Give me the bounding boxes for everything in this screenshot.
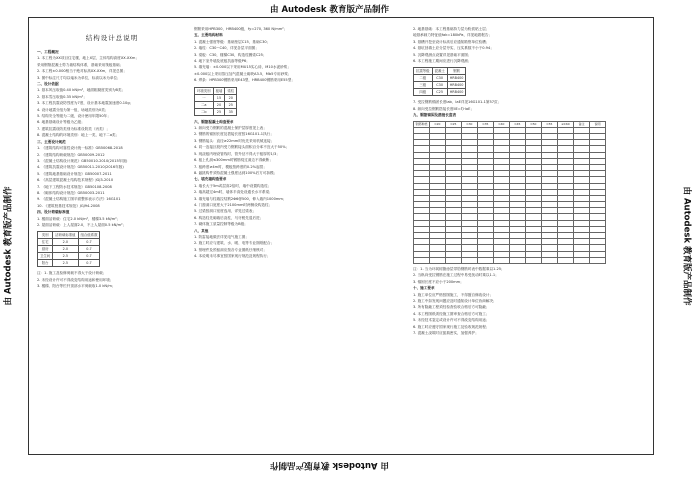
note-line: 5. 填充墙：±0.000以下采用MU15实心砖，M10水泥砂浆； bbox=[194, 65, 291, 70]
note-line: 2. 墙柱：C30~C40，详见各层平面图； bbox=[194, 46, 259, 51]
table-row bbox=[38, 246, 100, 253]
table-cell: 0.7 bbox=[78, 260, 100, 267]
grid-header-cell: C35 bbox=[478, 121, 494, 127]
note-line: 5. 结构安全等级为二级，设计使用年限50年； bbox=[37, 114, 111, 119]
table-row bbox=[38, 239, 100, 246]
table-cell: 四级 bbox=[414, 89, 433, 96]
section-heading: 二、设计依据 bbox=[37, 82, 59, 87]
note-line: 2. 地基基础：本工程基础持力层为粉质粘土层； bbox=[413, 27, 490, 31]
grid-cell bbox=[542, 257, 558, 263]
section-heading: 六、钢筋混凝土构造要求 bbox=[194, 119, 234, 124]
column-general-notes bbox=[37, 26, 187, 290]
note-line: 3. 基槽开挖至设计标高后应通知勘察单位验槽； bbox=[413, 39, 490, 44]
table-cell: 0.7 bbox=[78, 253, 100, 260]
table-cell: HRB400 bbox=[447, 89, 466, 96]
table-header-cell: 混凝土 bbox=[432, 68, 447, 75]
note-line: 8. 混凝土结构的环境类别：地上一类，地下二a类； bbox=[37, 133, 120, 138]
table-cell: 20 bbox=[225, 94, 237, 101]
table-row bbox=[195, 94, 237, 101]
column-materials bbox=[194, 26, 406, 260]
note-line: 7. 受拉钢筋锚固长度lab、laE详见16G101-1第57页； bbox=[413, 100, 502, 105]
table-row bbox=[38, 253, 100, 260]
table-cell: 35 bbox=[225, 108, 237, 115]
note-line: 2. 基本雪压取值0.35 kN/m²； bbox=[37, 94, 87, 99]
table-cell: 25 bbox=[213, 108, 225, 115]
watermark-left: 由 Autodesk 教育版产品制作 bbox=[3, 186, 14, 306]
section-heading: 五、主要结构材料 bbox=[194, 33, 223, 38]
note-line: 6. 板上孔洞≤300mm时钢筋绕过洞边不得截断； bbox=[194, 158, 273, 163]
drawing-sheet bbox=[28, 17, 654, 455]
note-line: 3. 梁板：C30，楼梯C30，构造柱圈梁C25； bbox=[194, 52, 267, 57]
table-cell: 一 bbox=[195, 94, 214, 101]
seismic-grade-table bbox=[413, 67, 466, 96]
note-line: 4. 门窗洞口宽度大于2100mm时两侧设构造柱； bbox=[194, 202, 273, 207]
grid-header-cell: 备注 bbox=[574, 121, 590, 127]
note-line: 3. 所有隐蔽工程须经检查验收合格后方可隐蔽； bbox=[413, 305, 490, 310]
grid-cell bbox=[558, 257, 574, 263]
note-line: 1. 本工程为XX项目住宅楼，地上X层，主体结构高度XX.XXm； bbox=[37, 56, 139, 61]
note-line: 2. 施工中如发现问题应及时通知设计单位协商解决； bbox=[413, 299, 497, 304]
note-line: 8. 纵向受拉钢筋搭接长度llE=ζl·laE； bbox=[413, 106, 474, 111]
note-line: 1. 纵向受力钢筋的混凝土保护层厚度见上表； bbox=[194, 126, 267, 131]
note-line: 4. 本说明未尽事宜按国家现行规范及规程执行； bbox=[194, 254, 271, 259]
grid-cell bbox=[430, 257, 446, 263]
note-line: 7. 混凝土浇筑时应振捣密实，加强养护； bbox=[413, 331, 479, 336]
table-header-cell: 梁柱 bbox=[225, 87, 237, 94]
table-cell: 0.7 bbox=[78, 246, 100, 253]
section-heading: 四、设计荷载标准值 bbox=[37, 210, 70, 215]
grid-cell bbox=[590, 257, 606, 263]
note-line: 3. 填充墙与柱墙拉结筋2Φ6@500，伸入墙内1000mm； bbox=[194, 196, 287, 201]
note-line: 1. 墙长大于5m或层高2倍时，墙中设置构造柱； bbox=[194, 183, 272, 188]
grid-header-cell: C45 bbox=[510, 121, 526, 127]
note-line: ±0.000以上采用蒸压加气混凝土砌块A3.5，Mb5专用砂浆； bbox=[194, 71, 292, 76]
note-line: 6. 构造柱先砌墙后浇柱，马牙槎先退后进； bbox=[194, 215, 264, 220]
note-line: 3. 楼梯、阳台等栏杆顶部水平荷载取1.0 kN/m； bbox=[37, 284, 116, 289]
section-heading: 七、填充墙构造要求 bbox=[194, 177, 227, 182]
watermark-bottom: 由 Autodesk 教育版产品制作 bbox=[270, 460, 390, 470]
note-line: 6. 《高层建筑混凝土结构技术规程》JGJ3-2010 bbox=[37, 178, 114, 183]
table-cell: 三级 bbox=[414, 82, 433, 89]
note-line: 1. 楼面活荷载：住宅2.0 kN/m²，楼梯3.5 kN/m²； bbox=[37, 216, 121, 221]
grid-header-cell: C40 bbox=[494, 121, 510, 127]
section-heading: 一、工程概况 bbox=[37, 50, 59, 54]
note-line: 注：1. 施工及检修荷载不得大于设计荷载； bbox=[37, 271, 107, 276]
note-line: 2. 未经设计许可不得改变结构用途和使用环境； bbox=[37, 277, 114, 282]
page-title: 结构设计总说明 bbox=[85, 34, 139, 42]
note-line: 10. 《建筑桩基技术规范》JGJ94-2008 bbox=[37, 203, 100, 208]
note-line: 2. 屋面活荷载：上人屋面2.0，不上人屋面0.5 kN/m²； bbox=[37, 222, 127, 227]
grid-header-cell: 说明 bbox=[590, 121, 606, 127]
note-line: 5. 沉降观测点设置详见基础平面图； bbox=[413, 52, 472, 57]
note-line: 3. 本工程抗震设防烈度为7度，设计基本地震加速度0.10g； bbox=[37, 101, 134, 106]
table-cell: C30 bbox=[432, 75, 447, 82]
note-line: 6. 地基基础设计等级为乙级； bbox=[37, 120, 85, 125]
grid-cell bbox=[494, 257, 510, 263]
note-line: 9. 《混凝土结构施工图平面整体表示方法》16G101 bbox=[37, 197, 121, 202]
live-load-table bbox=[37, 231, 100, 267]
note-line: 5. 《建筑地基基础设计规范》GB50007-2011 bbox=[37, 171, 112, 176]
note-line: 8. 悬挑构件须待混凝土强度达到100%后方可拆模； bbox=[194, 170, 278, 175]
grid-header-cell: ≥C60 bbox=[558, 121, 574, 127]
table-cell: 阳台 bbox=[38, 260, 53, 267]
table-cell: C25 bbox=[432, 89, 447, 96]
note-line: 8. 《砌体结构设计规范》GB50003-2011 bbox=[37, 190, 105, 195]
table-row bbox=[414, 75, 466, 82]
note-line: 2. 本工程±0.000相当于绝对标高XX.XXm，详见总图； bbox=[37, 69, 127, 74]
table-row bbox=[38, 260, 100, 267]
table-header-cell: 活荷载标准值 bbox=[53, 232, 78, 239]
cover-thickness-table bbox=[194, 87, 237, 116]
grid-header-cell: C50 bbox=[526, 121, 542, 127]
note-line: 1. 《建筑结构可靠性设计统一标准》GB50068-2018 bbox=[37, 146, 123, 151]
watermark-right: 由 Autodesk 教育版产品制作 bbox=[681, 186, 692, 306]
note-line: 1. 施工单位应严格按图施工，不得擅自修改设计； bbox=[413, 292, 494, 297]
grid-cell bbox=[462, 257, 478, 263]
table-header-row bbox=[38, 232, 100, 239]
table-cell: HRB400 bbox=[447, 82, 466, 89]
anchorage-length-grid bbox=[413, 121, 606, 264]
table-cell: C30 bbox=[432, 82, 447, 89]
table-header-row bbox=[195, 87, 237, 94]
grid-cell bbox=[414, 257, 430, 263]
table-cell: 2.5 bbox=[53, 260, 78, 267]
note-line: 1. 防雷接地做法详见电气施工图； bbox=[194, 234, 249, 239]
table-header-row bbox=[414, 68, 466, 75]
note-line: 7. 《地下工程防水技术规范》GB50108-2008 bbox=[37, 184, 112, 189]
note-line: 5. 未经技术鉴定或设计许可不得改变结构用途； bbox=[413, 318, 490, 323]
note-line: 4. 地下室外墙及底板抗渗等级P6； bbox=[194, 59, 250, 64]
note-line: 2. 墙高超过4m时，墙体半高处设通长水平系梁； bbox=[194, 190, 273, 195]
note-line: 4. 设计地震分组为第一组，场地类别为II类； bbox=[37, 107, 109, 112]
note-line: 6. 本工程施工期间应进行沉降观测； bbox=[413, 59, 472, 64]
table-cell: 厨房 bbox=[38, 246, 53, 253]
note-line: 1. 混凝土强度等级：基础垫层C15，基础C30； bbox=[194, 39, 271, 44]
grid-header-cell: C20 bbox=[430, 121, 446, 127]
grid-header-cell: 钢筋种类 bbox=[415, 121, 428, 126]
grid-cell bbox=[526, 257, 542, 263]
note-line: 7. 砌体施工质量控制等级为B级； bbox=[194, 222, 248, 227]
table-cell: 2.0 bbox=[53, 239, 78, 246]
table-row bbox=[195, 108, 237, 115]
table-cell: 二b bbox=[195, 108, 214, 115]
note-line: 3. 图中标注尺寸均以毫米为单位，标高以米为单位； bbox=[37, 75, 121, 80]
table-cell: 2.0 bbox=[53, 246, 78, 253]
table-row bbox=[414, 82, 466, 89]
table-cell: 20 bbox=[213, 101, 225, 108]
note-line: 5. 现浇板内埋设管线时，管外径不得大于板厚的1/3； bbox=[194, 151, 280, 156]
grid-header-cell: C25 bbox=[446, 121, 462, 127]
note-line: 2. 《建筑结构荷载规范》GB50009-2012 bbox=[37, 152, 105, 157]
table-header-cell: 板墙 bbox=[213, 87, 225, 94]
note-line: 3. 《混凝土结构设计规范》GB50010-2010(2015年版) bbox=[37, 158, 128, 163]
grid-header-cell: C30 bbox=[462, 121, 478, 127]
table-header-cell: 抗震等级 bbox=[414, 68, 433, 75]
table-cell: 15 bbox=[213, 94, 225, 101]
watermark-top: 由 Autodesk 教育版产品制作 bbox=[270, 5, 390, 15]
table-cell: 25 bbox=[225, 101, 237, 108]
table-cell: 卫生间 bbox=[38, 253, 53, 260]
table-header-cell: 组合值系数 bbox=[78, 232, 100, 239]
table-row bbox=[414, 89, 466, 96]
section-heading: 十、施工要求 bbox=[413, 286, 435, 291]
table-header-cell: 钢筋 bbox=[447, 68, 466, 75]
note-line: 7. 板跨度≥4m时，模板按跨度的0.2%起拱； bbox=[194, 164, 267, 169]
note-line: 5. 过梁按洞口宽度选用，详见过梁表； bbox=[194, 209, 257, 214]
note-line: 7. 建筑抗震设防类别为标准设防类（丙类）； bbox=[37, 126, 110, 131]
table-cell: 住宅 bbox=[38, 239, 53, 246]
note-line: 3. 锚固长度不应小于200mm； bbox=[413, 279, 464, 284]
grid-row bbox=[414, 257, 606, 263]
table-cell: 2.5 bbox=[53, 253, 78, 260]
section-heading: 三、主要设计规范 bbox=[37, 139, 66, 144]
table-cell: HRB400 bbox=[447, 75, 466, 82]
note-line: 3. 预埋件及预留洞应按各专业图纸仔细核对； bbox=[194, 247, 267, 252]
note-line: 2. 钢筋的锚固长度及搭接长度按16G101-1执行； bbox=[194, 132, 274, 137]
note-line: 6. 焊条：HPB300钢筋采用E43型，HRB400钢筋采用E55型； bbox=[194, 78, 295, 83]
table-cell: 二a bbox=[195, 101, 214, 108]
note-line: 2. 当纵向受拉钢筋在施工过程中易受扰动时乘以1.1； bbox=[413, 273, 499, 278]
note-line: 4. 同一连接区段内受力钢筋接头面积百分率不宜大于50%； bbox=[194, 145, 290, 150]
grid-cell bbox=[446, 257, 462, 263]
note-line: 6. 施工时应遵守国家现行施工及验收规范规程； bbox=[413, 324, 490, 329]
table-cell: 二级 bbox=[414, 75, 433, 82]
note-line: 采用钢筋混凝土剪力墙结构体系，基础采用筏板基础； bbox=[37, 62, 124, 67]
section-heading: 八、其他 bbox=[194, 228, 209, 233]
grid-cell bbox=[478, 257, 494, 263]
grid-cell bbox=[510, 257, 526, 263]
note-line: 钢筋采用HPB300、HRB400级，fy=270, 360 N/mm²； bbox=[194, 27, 288, 31]
note-line: 4. 基坑回填土应分层夯实，压实系数不小于0.94； bbox=[413, 46, 494, 51]
section-heading: 九、钢筋锚固及搭接长度表 bbox=[413, 113, 457, 118]
note-line: 地基承载力特征值fak=180kPa，详见地勘报告； bbox=[413, 33, 493, 38]
note-line: 1. 基本风压取值0.40 kN/m²，地面粗糙度类别为B类； bbox=[37, 88, 126, 93]
note-line: 4. 《建筑抗震设计规范》GB50011-2010(2016年版) bbox=[37, 165, 124, 170]
table-header-cell: 类别 bbox=[38, 232, 53, 239]
note-line: 4. 本工程图纸须经施工图审查合格后方可施工； bbox=[413, 311, 490, 316]
table-row bbox=[195, 101, 237, 108]
grid-header-cell: C55 bbox=[542, 121, 558, 127]
grid-cell bbox=[574, 257, 590, 263]
note-line: 3. 钢筋接头：直径≥22mm时优先采用机械连接； bbox=[194, 138, 275, 143]
table-header-cell: 环境类别 bbox=[195, 87, 214, 94]
table-cell: 0.7 bbox=[78, 239, 100, 246]
note-line: 注：1. 当为环氧树脂涂层带肋钢筋时表中数据乘以1.25； bbox=[413, 266, 505, 271]
note-line: 2. 施工时应与建筑、水、暖、电等专业图纸配合； bbox=[194, 241, 275, 246]
column-foundation bbox=[413, 26, 649, 336]
